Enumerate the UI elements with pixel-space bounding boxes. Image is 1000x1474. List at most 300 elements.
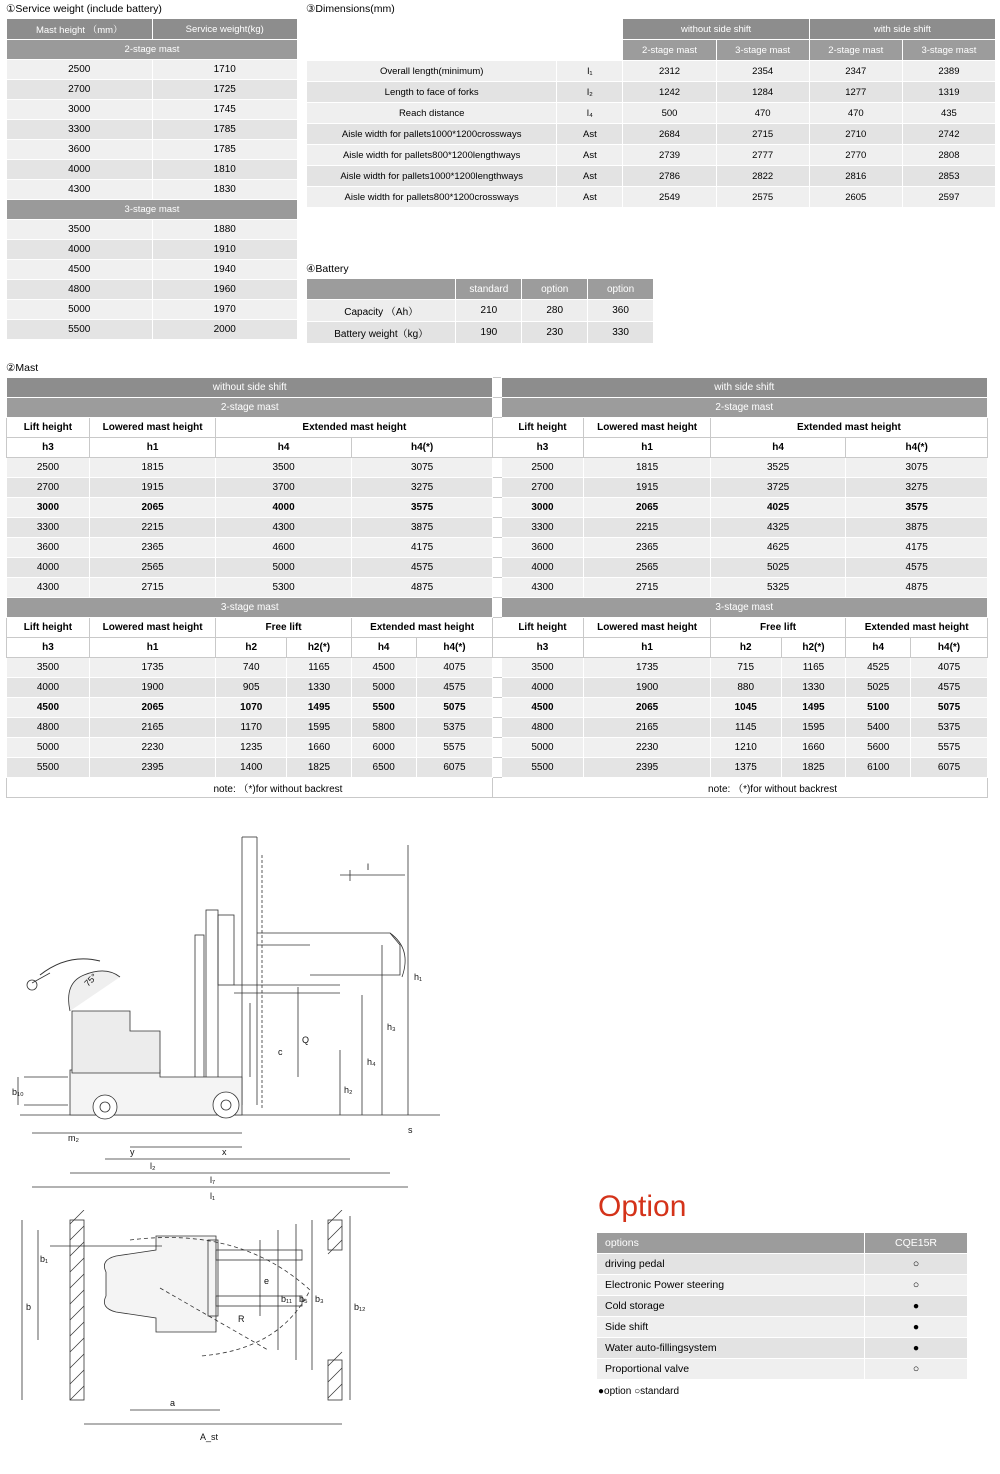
col-header-lift-height: Lift height (501, 618, 584, 638)
cell-mast-height: 2700 (7, 80, 153, 100)
side-view-svg (10, 815, 570, 1205)
col-header-free-lift: Free lift (710, 618, 846, 638)
code-h3: h3 (7, 438, 90, 458)
cell-value: 2684 (623, 124, 716, 145)
cell-value: 6000 (351, 738, 416, 758)
cell-value: 1375 (710, 758, 781, 778)
battery-table (306, 278, 654, 344)
cell-value: 2354 (716, 61, 809, 82)
cell-value: 5600 (846, 738, 911, 758)
cell-value: 1319 (902, 82, 995, 103)
cell-value: 2565 (89, 558, 215, 578)
note-right: note: （*)for without backrest (501, 778, 987, 798)
spacer-cell (493, 458, 501, 478)
col-header-lift-height: Lift height (7, 418, 90, 438)
group-header-without-side-shift: without side shift (7, 378, 493, 398)
group-header-2stage (7, 40, 298, 60)
cell-value: 2500 (7, 458, 90, 478)
cell-value: 2700 (7, 478, 90, 498)
cell-value: 190 (456, 322, 522, 344)
option-footnote: ●option ○standard (598, 1386, 680, 1397)
spacer-cell (493, 758, 501, 778)
table-row (307, 124, 996, 145)
cell-value: 1495 (781, 698, 846, 718)
table-row (7, 458, 988, 478)
cell-value: 4175 (846, 538, 988, 558)
cell-value: 4575 (416, 678, 493, 698)
spacer-cell (493, 498, 501, 518)
cell-value: 4300 (7, 578, 90, 598)
cell-value: 1660 (781, 738, 846, 758)
col-header-option2: option (588, 279, 654, 300)
cell-value: 1825 (287, 758, 352, 778)
cell-value: 2215 (89, 518, 215, 538)
cell-value: 2715 (584, 578, 710, 598)
cell-value: 4000 (216, 498, 352, 518)
cell-value: 4500 (501, 698, 584, 718)
cell-value: 3725 (710, 478, 846, 498)
cell-weight: 1910 (152, 240, 298, 260)
dim-label-c: c (278, 1047, 283, 1057)
group-header-with-side-shift: with side shift (501, 378, 987, 398)
table-row (7, 518, 988, 538)
cell-value: 280 (522, 300, 588, 322)
top-view-svg (10, 1210, 570, 1460)
cell-value: 3500 (7, 658, 90, 678)
row-label: Aisle width for pallets1000*1200lengthways (307, 166, 557, 187)
row-label: Battery weight（kg） (307, 322, 456, 344)
cell-value: 1815 (89, 458, 215, 478)
cell-value: 1595 (781, 718, 846, 738)
top-view-drawing (10, 1210, 570, 1460)
option-mark: ○ (865, 1359, 968, 1380)
cell-value: 3700 (216, 478, 352, 498)
table-row (7, 280, 298, 300)
table-row (307, 187, 996, 208)
mast-col-header-row (7, 418, 988, 438)
group-header-3stage (7, 200, 298, 220)
table-row (7, 658, 988, 678)
cell-value: 1660 (287, 738, 352, 758)
table-row (7, 300, 298, 320)
table-row (7, 538, 988, 558)
spacer-cell (493, 558, 501, 578)
cell-value: 4875 (351, 578, 493, 598)
col-header-lowered-mast-height: Lowered mast height (584, 618, 710, 638)
option-name: Water auto-fillingsystem (597, 1338, 865, 1359)
cell-value: 1277 (809, 82, 902, 103)
cell-mast-height: 4000 (7, 240, 153, 260)
mast-subgroup-header-row-3stage (7, 598, 988, 618)
side-view-drawing (10, 815, 570, 1205)
subgroup-3stage-left: 3-stage mast (7, 598, 493, 618)
cell-value: 5500 (351, 698, 416, 718)
cell-value: 4300 (216, 518, 352, 538)
cell-value: 2597 (902, 187, 995, 208)
col-header-model: CQE15R (865, 1233, 968, 1254)
dim-label-b10: b₁₀ (12, 1087, 24, 1097)
cell-value: 2786 (623, 166, 716, 187)
cell-value: 2816 (809, 166, 902, 187)
col-header-lowered-mast-height: Lowered mast height (584, 418, 710, 438)
cell-value: 4575 (846, 558, 988, 578)
cell-value: 5075 (911, 698, 988, 718)
cell-value: 715 (710, 658, 781, 678)
cell-value: 4800 (7, 718, 90, 738)
cell-value: 1330 (781, 678, 846, 698)
cell-value: 4175 (351, 538, 493, 558)
option-name: Cold storage (597, 1296, 865, 1317)
cell-value: 5500 (7, 758, 90, 778)
code-h4: h4 (351, 638, 416, 658)
cell-value: 5100 (846, 698, 911, 718)
cell-weight: 1785 (152, 140, 298, 160)
option-block (596, 1190, 968, 1397)
table-header-row (307, 279, 654, 300)
table-row (7, 220, 298, 240)
cell-value: 2715 (89, 578, 215, 598)
cell-value: 5500 (501, 758, 584, 778)
col-header-extended-mast-height: Extended mast height (216, 418, 493, 438)
option-name: Electronic Power steering (597, 1275, 865, 1296)
col-header: 3-stage mast (902, 40, 995, 61)
cell-value: 4025 (710, 498, 846, 518)
cell-weight: 1725 (152, 80, 298, 100)
table-row (307, 322, 654, 344)
cell-value: 4500 (351, 658, 416, 678)
cell-value: 2822 (716, 166, 809, 187)
dim-label-y: y (130, 1147, 135, 1157)
row-symbol: Ast (557, 187, 623, 208)
cell-value: 3525 (710, 458, 846, 478)
cell-weight: 1940 (152, 260, 298, 280)
dim-label-a: a (170, 1398, 176, 1408)
cell-value: 1825 (781, 758, 846, 778)
cell-value: 2739 (623, 145, 716, 166)
col-mast-height: Mast height （mm） (7, 19, 153, 40)
cell-value: 470 (716, 103, 809, 124)
cell-value: 5375 (911, 718, 988, 738)
battery-title: ④Battery (306, 263, 349, 275)
cell-value: 1235 (216, 738, 287, 758)
note-left: note: （*)for without backrest (7, 778, 493, 798)
cell-value: 1284 (716, 82, 809, 103)
mast-code-row (7, 438, 988, 458)
cell-value: 6075 (416, 758, 493, 778)
table-row (597, 1359, 968, 1380)
cell-value: 1330 (287, 678, 352, 698)
col-header-options: options (597, 1233, 865, 1254)
col-header: 2-stage mast (623, 40, 716, 61)
dim-label-b: b (26, 1302, 32, 1312)
spacer-cell (493, 778, 501, 798)
table-row (7, 558, 988, 578)
cell-value: 5325 (710, 578, 846, 598)
cell-mast-height: 4800 (7, 280, 153, 300)
cell-value: 5000 (216, 558, 352, 578)
cell-value: 5800 (351, 718, 416, 738)
col-header-extended-mast-height: Extended mast height (710, 418, 987, 438)
service-weight-table (6, 18, 298, 340)
cell-value: 1900 (584, 678, 710, 698)
spacer-cell (493, 438, 501, 458)
cell-value: 880 (710, 678, 781, 698)
code-h3: h3 (501, 438, 584, 458)
dim-label-b3: b₃ (315, 1294, 324, 1304)
cell-mast-height: 5500 (7, 320, 153, 340)
cell-value: 3000 (7, 498, 90, 518)
cell-value: 2395 (89, 758, 215, 778)
mast-note-row (7, 778, 988, 798)
cell-value: 230 (522, 322, 588, 344)
cell-value: 3000 (501, 498, 584, 518)
cell-value: 2770 (809, 145, 902, 166)
row-symbol: l₄ (557, 103, 623, 124)
row-symbol: l₂ (557, 82, 623, 103)
code-h1: h1 (89, 438, 215, 458)
cell-value: 2715 (716, 124, 809, 145)
table-row (7, 100, 298, 120)
row-symbol: l₁ (557, 61, 623, 82)
cell-value: 435 (902, 103, 995, 124)
dim-label-l: l (367, 862, 369, 872)
cell-value: 2065 (89, 698, 215, 718)
cell-value: 3575 (846, 498, 988, 518)
table-row (307, 145, 996, 166)
cell-value: 360 (588, 300, 654, 322)
cell-weight: 1830 (152, 180, 298, 200)
code-h2-star: h2(*) (781, 638, 846, 658)
cell-value: 4075 (911, 658, 988, 678)
cell-value: 5025 (846, 678, 911, 698)
table-row (7, 320, 298, 340)
cell-mast-height: 4500 (7, 260, 153, 280)
cell-value: 2065 (584, 698, 710, 718)
cell-value: 5000 (501, 738, 584, 758)
cell-value: 1815 (584, 458, 710, 478)
cell-value: 4075 (416, 658, 493, 678)
cell-value: 1495 (287, 698, 352, 718)
cell-value: 5575 (911, 738, 988, 758)
table-row (7, 758, 988, 778)
col-header-lowered-mast-height: Lowered mast height (89, 618, 215, 638)
cell-value: 4000 (501, 678, 584, 698)
cell-value: 210 (456, 300, 522, 322)
cell-value: 2215 (584, 518, 710, 538)
table-row (307, 82, 996, 103)
cell-mast-height: 3600 (7, 140, 153, 160)
table-row (7, 240, 298, 260)
cell-value: 3075 (846, 458, 988, 478)
cell-value: 2312 (623, 61, 716, 82)
cell-value: 2165 (89, 718, 215, 738)
spacer-cell (493, 618, 501, 638)
cell-value: 1070 (216, 698, 287, 718)
cell-value: 3600 (7, 538, 90, 558)
cell-value: 2230 (89, 738, 215, 758)
cell-value: 4575 (911, 678, 988, 698)
service-weight-title: ①Service weight (include battery) (6, 3, 162, 15)
row-label: Aisle width for pallets1000*1200crossways (307, 124, 557, 145)
option-name: Side shift (597, 1317, 865, 1338)
cell-value: 4525 (846, 658, 911, 678)
cell-value: 905 (216, 678, 287, 698)
cell-value: 1210 (710, 738, 781, 758)
cell-value: 500 (623, 103, 716, 124)
cell-value: 2549 (623, 187, 716, 208)
cell-value: 2777 (716, 145, 809, 166)
code-h3: h3 (7, 638, 90, 658)
cell-value: 4500 (7, 698, 90, 718)
cell-value: 2065 (584, 498, 710, 518)
col-header-standard: standard (456, 279, 522, 300)
subgroup-3stage-right: 3-stage mast (501, 598, 987, 618)
group-label: 3-stage mast (7, 200, 298, 220)
cell-value: 1165 (287, 658, 352, 678)
mast-group-header-row (7, 378, 988, 398)
option-mark: ● (865, 1296, 968, 1317)
row-label: Overall length(minimum) (307, 61, 557, 82)
cell-value: 4800 (501, 718, 584, 738)
cell-value: 4000 (7, 678, 90, 698)
cell-value: 3875 (846, 518, 988, 538)
cell-value: 3500 (501, 658, 584, 678)
row-label: Reach distance (307, 103, 557, 124)
option-mark: ○ (865, 1254, 968, 1275)
cell-value: 6100 (846, 758, 911, 778)
cell-value: 1900 (89, 678, 215, 698)
dim-label-s: s (408, 1125, 413, 1135)
cell-value: 1735 (584, 658, 710, 678)
option-mark: ○ (865, 1275, 968, 1296)
cell-weight: 1710 (152, 60, 298, 80)
code-h4-star: h4(*) (351, 438, 493, 458)
battery-block (306, 263, 654, 344)
spacer-cell (493, 638, 501, 658)
cell-value: 5075 (416, 698, 493, 718)
mast-title: ②Mast (6, 362, 39, 374)
dim-label-b5: b₅ (299, 1294, 308, 1304)
angle-label-75: 75° (82, 971, 100, 989)
cell-value: 4000 (7, 558, 90, 578)
dim-label-l1: l₁ (210, 1191, 216, 1201)
cell-weight: 1745 (152, 100, 298, 120)
table-row (7, 140, 298, 160)
table-header-row (7, 19, 298, 40)
table-row (7, 698, 988, 718)
cell-value: 3300 (7, 518, 90, 538)
mast-col-header-row-3stage (7, 618, 988, 638)
cell-value: 5025 (710, 558, 846, 578)
table-row (307, 300, 654, 322)
spacer-cell (493, 478, 501, 498)
cell-value: 2395 (584, 758, 710, 778)
table-row (7, 498, 988, 518)
code-h2: h2 (710, 638, 781, 658)
cell-value: 4000 (501, 558, 584, 578)
cell-mast-height: 3500 (7, 220, 153, 240)
cell-value: 740 (216, 658, 287, 678)
spacer-cell (493, 598, 501, 618)
table-row (7, 60, 298, 80)
group-label: 2-stage mast (7, 40, 298, 60)
option-title: Option (598, 1190, 687, 1223)
col-header-lift-height: Lift height (7, 618, 90, 638)
row-symbol: Ast (557, 124, 623, 145)
cell-value: 3275 (846, 478, 988, 498)
cell-value: 2065 (89, 498, 215, 518)
col-header: 3-stage mast (716, 40, 809, 61)
dimensions-title: ③Dimensions(mm) (306, 3, 395, 15)
spacer-cell (557, 19, 623, 40)
cell-value: 5300 (216, 578, 352, 598)
code-h4-star: h4(*) (416, 638, 493, 658)
spacer-cell (493, 538, 501, 558)
mast-subgroup-header-row (7, 398, 988, 418)
cell-value: 3300 (501, 518, 584, 538)
cell-value: 3275 (351, 478, 493, 498)
cell-weight: 1880 (152, 220, 298, 240)
cell-value: 2365 (89, 538, 215, 558)
cell-weight: 1960 (152, 280, 298, 300)
cell-value: 3500 (216, 458, 352, 478)
dim-label-h4: h₄ (367, 1057, 376, 1067)
cell-value: 5575 (416, 738, 493, 758)
cell-value: 5000 (7, 738, 90, 758)
cell-value: 2230 (584, 738, 710, 758)
cell-value: 1165 (781, 658, 846, 678)
code-h2: h2 (216, 638, 287, 658)
code-h4-star: h4(*) (911, 638, 988, 658)
cell-value: 2347 (809, 61, 902, 82)
table-row (7, 578, 988, 598)
dim-label-l2: l₂ (150, 1161, 156, 1171)
option-mark: ● (865, 1317, 968, 1338)
cell-value: 2853 (902, 166, 995, 187)
code-h3: h3 (501, 638, 584, 658)
code-h4-star: h4(*) (846, 438, 988, 458)
table-header-row (597, 1233, 968, 1254)
code-h4: h4 (710, 438, 846, 458)
code-h1: h1 (584, 438, 710, 458)
code-h4: h4 (216, 438, 352, 458)
cell-value: 4600 (216, 538, 352, 558)
service-weight-block (6, 3, 298, 340)
dim-label-ast: A_st (200, 1432, 219, 1442)
spacer-cell (493, 418, 501, 438)
row-label: Length to face of forks (307, 82, 557, 103)
row-label: Aisle width for pallets800*1200lengthways (307, 145, 557, 166)
dim-label-R: R (238, 1314, 245, 1324)
spacer-cell (493, 398, 501, 418)
row-label: Capacity （Ah） (307, 300, 456, 322)
subgroup-2stage-left: 2-stage mast (7, 398, 493, 418)
cell-value: 1915 (584, 478, 710, 498)
col-header-lift-height: Lift height (501, 418, 584, 438)
cell-value: 4625 (710, 538, 846, 558)
cell-value: 2165 (584, 718, 710, 738)
table-row (7, 678, 988, 698)
col-header-lowered-mast-height: Lowered mast height (89, 418, 215, 438)
col-header-extended-mast-height: Extended mast height (846, 618, 988, 638)
cell-value: 5000 (351, 678, 416, 698)
cell-weight: 1810 (152, 160, 298, 180)
dimensions-block (306, 3, 996, 208)
cell-weight: 2000 (152, 320, 298, 340)
table-row (597, 1254, 968, 1275)
dim-label-x: x (222, 1147, 227, 1157)
cell-value: 3575 (351, 498, 493, 518)
